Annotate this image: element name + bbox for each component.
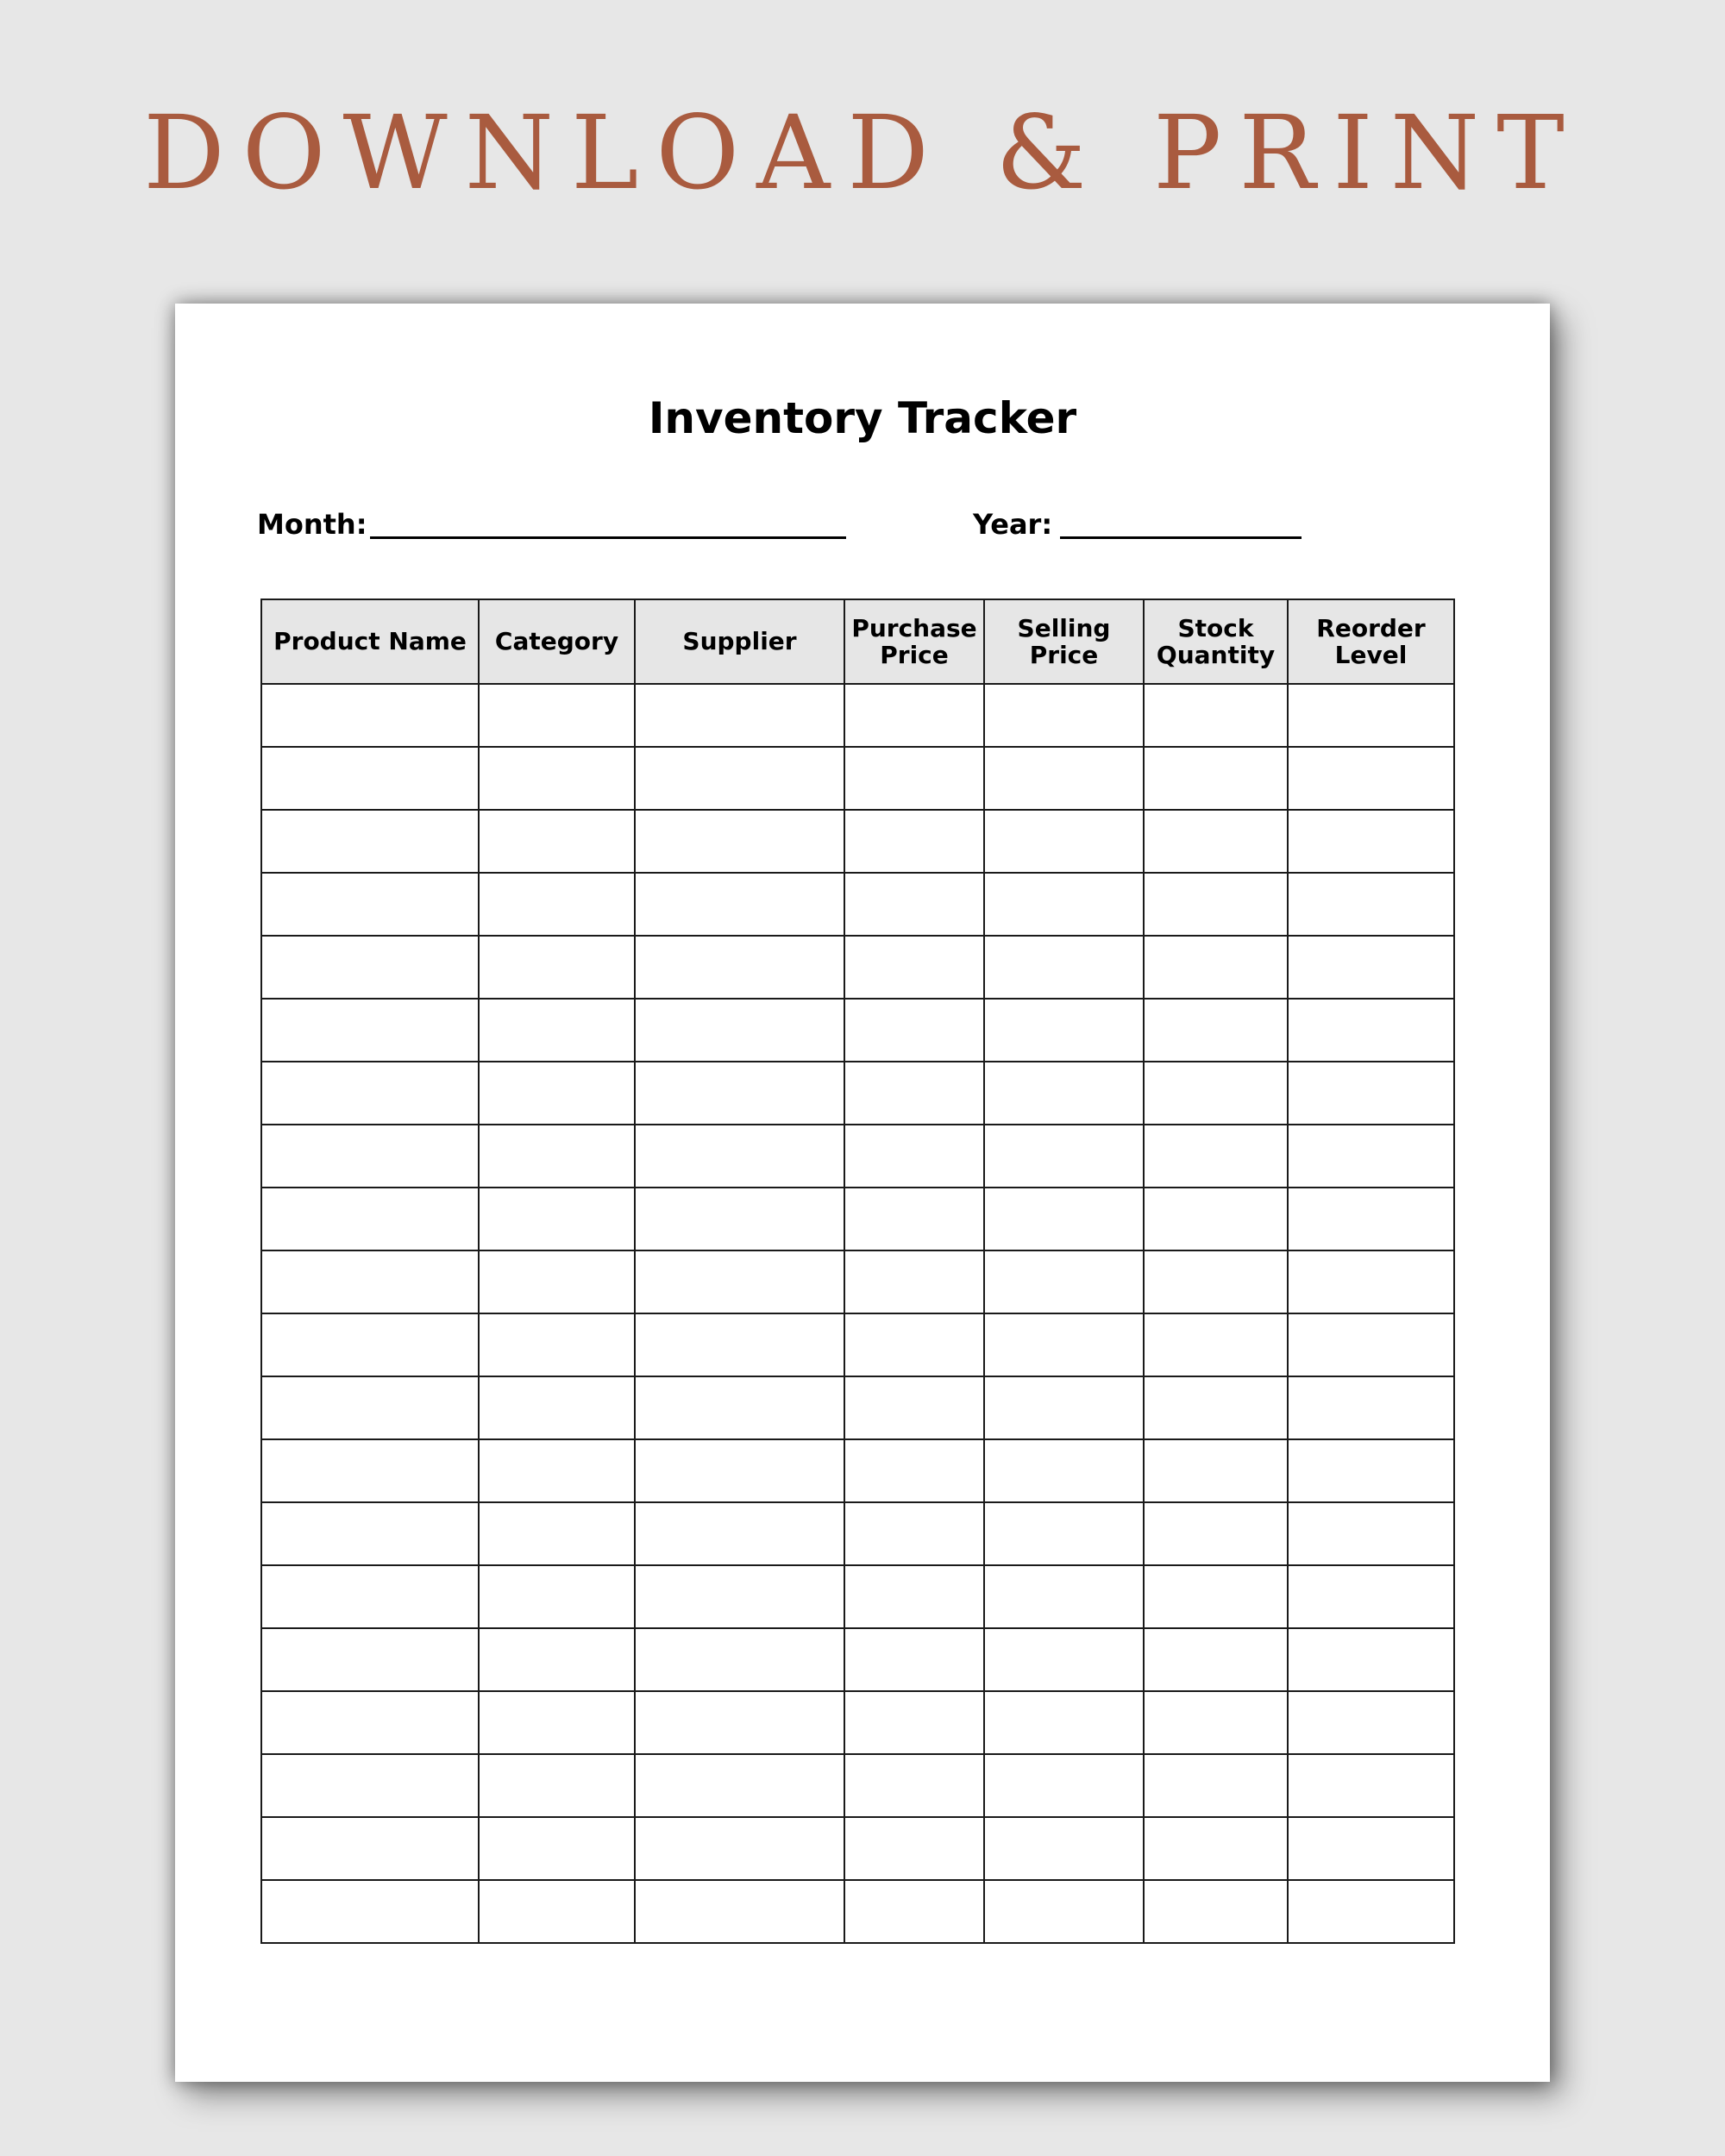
table-cell[interactable] [984,1062,1144,1125]
table-cell[interactable] [635,1880,844,1943]
table-row [261,1313,1454,1376]
table-cell[interactable] [261,1817,479,1880]
table-row [261,936,1454,999]
table-cell[interactable] [261,1188,479,1250]
table-cell[interactable] [635,1313,844,1376]
table-cell[interactable] [261,1565,479,1628]
table-row [261,1439,1454,1502]
table-cell[interactable] [1144,1817,1288,1880]
table-cell[interactable] [479,1817,635,1880]
table-row [261,1691,1454,1754]
table-cell[interactable] [635,1565,844,1628]
column-header-purchase-price: Purchase Price [844,599,984,684]
table-cell[interactable] [844,873,984,936]
table-cell[interactable] [844,936,984,999]
table-cell[interactable] [261,1754,479,1817]
column-header-category: Category [479,599,635,684]
table-cell[interactable] [984,684,1144,747]
page-title: Inventory Tracker [648,393,1077,443]
table-cell[interactable] [261,1628,479,1691]
table-cell[interactable] [635,1125,844,1188]
table-row [261,810,1454,873]
table-cell[interactable] [1288,1817,1454,1880]
table-cell[interactable] [1288,1754,1454,1817]
table-cell[interactable] [844,747,984,810]
table-cell[interactable] [984,1125,1144,1188]
table-cell[interactable] [1144,1250,1288,1313]
table-cell[interactable] [261,684,479,747]
table-cell[interactable] [479,873,635,936]
month-label: Month: [257,508,367,541]
table-cell[interactable] [1144,1313,1288,1376]
table-cell[interactable] [635,936,844,999]
table-cell[interactable] [1288,1565,1454,1628]
table-row [261,1250,1454,1313]
table-cell[interactable] [984,1817,1144,1880]
table-cell[interactable] [479,1502,635,1565]
table-cell[interactable] [635,1376,844,1439]
table-cell[interactable] [635,1628,844,1691]
table-cell[interactable] [479,1439,635,1502]
table-cell[interactable] [261,1313,479,1376]
table-cell[interactable] [479,1125,635,1188]
table-cell[interactable] [1144,936,1288,999]
table-cell[interactable] [984,1439,1144,1502]
table-cell[interactable] [479,1313,635,1376]
table-cell[interactable] [844,1250,984,1313]
table-cell[interactable] [1144,1628,1288,1691]
table-cell[interactable] [1144,1880,1288,1943]
table-cell[interactable] [984,1250,1144,1313]
table-cell[interactable] [1144,873,1288,936]
table-cell[interactable] [984,1880,1144,1943]
table-cell[interactable] [844,810,984,873]
table-row [261,684,1454,747]
table-cell[interactable] [635,999,844,1062]
table-cell[interactable] [1144,810,1288,873]
table-cell[interactable] [1288,810,1454,873]
table-cell[interactable] [844,1880,984,1943]
table-cell[interactable] [261,1880,479,1943]
table-cell[interactable] [984,1376,1144,1439]
table-cell[interactable] [984,873,1144,936]
table-cell[interactable] [1144,1062,1288,1125]
table-cell[interactable] [635,1250,844,1313]
table-cell[interactable] [984,1754,1144,1817]
table-cell[interactable] [261,1125,479,1188]
table-cell[interactable] [1288,1691,1454,1754]
table-cell[interactable] [844,1313,984,1376]
table-cell[interactable] [479,1754,635,1817]
table-cell[interactable] [479,810,635,873]
table-cell[interactable] [479,1565,635,1628]
table-cell[interactable] [479,684,635,747]
table-row [261,1376,1454,1439]
table-cell[interactable] [479,1628,635,1691]
table-cell[interactable] [1144,1125,1288,1188]
table-cell[interactable] [261,747,479,810]
table-cell[interactable] [479,1250,635,1313]
table-cell[interactable] [844,1125,984,1188]
table-cell[interactable] [984,810,1144,873]
table-cell[interactable] [1144,1376,1288,1439]
table-cell[interactable] [844,1062,984,1125]
year-label: Year: [973,508,1053,541]
table-row [261,1565,1454,1628]
table-cell[interactable] [984,747,1144,810]
table-row [261,1062,1454,1125]
table-row [261,999,1454,1062]
table-cell[interactable] [479,747,635,810]
table-row [261,1502,1454,1565]
table-cell[interactable] [1288,1880,1454,1943]
table-cell[interactable] [984,1628,1144,1691]
table-cell[interactable] [1144,1565,1288,1628]
table-cell[interactable] [635,810,844,873]
table-cell[interactable] [261,873,479,936]
column-header-selling-price: Selling Price [984,599,1144,684]
table-cell[interactable] [635,1691,844,1754]
table-cell[interactable] [1288,1062,1454,1125]
table-cell[interactable] [1288,1439,1454,1502]
table-row [261,873,1454,936]
table-cell[interactable] [984,936,1144,999]
table-cell[interactable] [984,1565,1144,1628]
table-cell[interactable] [261,810,479,873]
table-cell[interactable] [984,1313,1144,1376]
table-cell[interactable] [1288,936,1454,999]
table-cell[interactable] [844,1817,984,1880]
table-cell[interactable] [635,1817,844,1880]
table-cell[interactable] [844,1691,984,1754]
table-cell[interactable] [479,1062,635,1125]
table-cell[interactable] [844,1628,984,1691]
table-cell[interactable] [261,999,479,1062]
table-cell[interactable] [261,1502,479,1565]
table-cell[interactable] [1288,684,1454,747]
table-cell[interactable] [635,684,844,747]
table-cell[interactable] [261,1691,479,1754]
table-row [261,1628,1454,1691]
table-cell[interactable] [261,1439,479,1502]
table-cell[interactable] [984,1188,1144,1250]
table-cell[interactable] [1144,1754,1288,1817]
table-cell[interactable] [844,1754,984,1817]
table-row [261,1188,1454,1250]
table-cell[interactable] [844,1376,984,1439]
table-cell[interactable] [1288,999,1454,1062]
table-cell[interactable] [1288,1125,1454,1188]
table-cell[interactable] [479,1691,635,1754]
table-cell[interactable] [635,1188,844,1250]
table-cell[interactable] [479,1880,635,1943]
table-cell[interactable] [844,1502,984,1565]
table-cell[interactable] [1144,1691,1288,1754]
printable-sheet [175,304,1550,2082]
table-cell[interactable] [635,1502,844,1565]
table-cell[interactable] [261,1376,479,1439]
table-row [261,1125,1454,1188]
table-cell[interactable] [635,1439,844,1502]
table-row [261,1880,1454,1943]
column-header-reorder-level: Reorder Level [1288,599,1454,684]
table-cell[interactable] [261,1062,479,1125]
table-cell[interactable] [479,936,635,999]
table-cell[interactable] [635,747,844,810]
column-header-stock-quantity: Stock Quantity [1144,599,1288,684]
column-header-product-name: Product Name [261,599,479,684]
table-cell[interactable] [1288,1502,1454,1565]
table-cell[interactable] [1288,1188,1454,1250]
inventory-table-wrap [260,599,1453,1944]
table-cell[interactable] [479,1376,635,1439]
table-cell[interactable] [1288,1376,1454,1439]
table-cell[interactable] [1144,747,1288,810]
table-cell[interactable] [1144,1502,1288,1565]
table-row [261,1754,1454,1817]
table-cell[interactable] [1288,1628,1454,1691]
table-row [261,747,1454,810]
table-cell[interactable] [635,873,844,936]
table-cell[interactable] [844,1565,984,1628]
table-cell[interactable] [1144,1188,1288,1250]
month-field[interactable] [370,536,846,539]
table-cell[interactable] [844,1188,984,1250]
table-cell[interactable] [635,1062,844,1125]
table-cell[interactable] [261,1250,479,1313]
column-header-supplier: Supplier [635,599,844,684]
table-cell[interactable] [479,1188,635,1250]
table-cell[interactable] [1144,1439,1288,1502]
table-cell[interactable] [1288,873,1454,936]
year-field[interactable] [1060,536,1302,539]
table-header-row [261,599,1454,684]
table-cell[interactable] [479,999,635,1062]
table-cell[interactable] [844,999,984,1062]
table-cell[interactable] [984,1502,1144,1565]
table-cell[interactable] [1288,1250,1454,1313]
table-cell[interactable] [844,1439,984,1502]
download-print-banner: DOWNLOAD & PRINT [143,93,1582,212]
table-cell[interactable] [1288,747,1454,810]
table-cell[interactable] [261,936,479,999]
table-row [261,1817,1454,1880]
table-cell[interactable] [1144,999,1288,1062]
table-cell[interactable] [984,1691,1144,1754]
table-cell[interactable] [635,1754,844,1817]
table-cell[interactable] [1288,1313,1454,1376]
table-cell[interactable] [984,999,1144,1062]
table-cell[interactable] [844,684,984,747]
table-cell[interactable] [1144,684,1288,747]
inventory-table [260,599,1455,1944]
table-body [261,684,1454,1943]
